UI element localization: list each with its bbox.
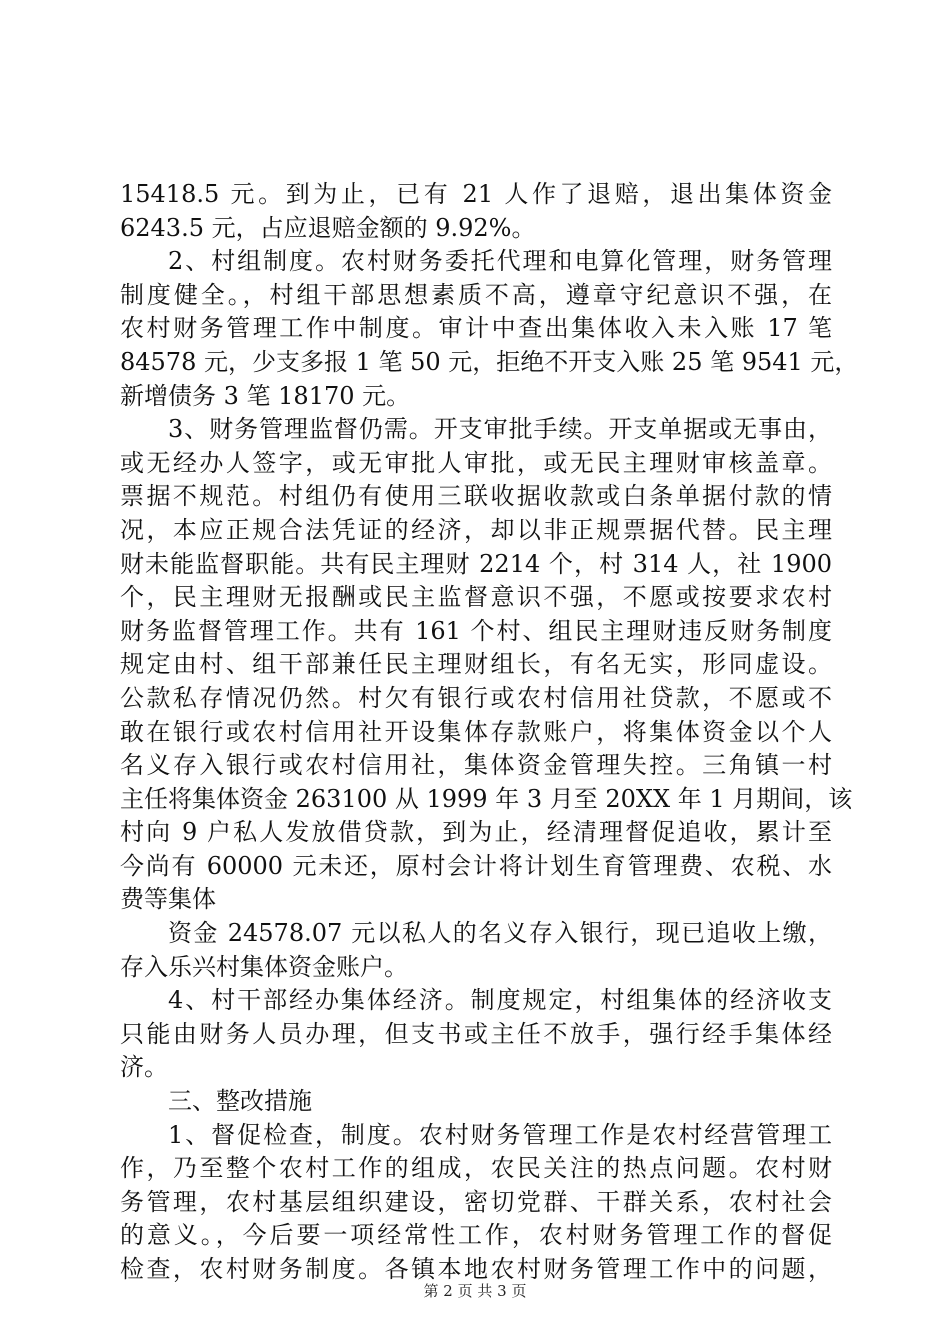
text-line: 6243.5 元，占应退赔金额的 9.92%。 [120, 213, 536, 242]
text-line: 资金 24578.07 元以私人的名义存入银行，现已追收上缴， [168, 919, 832, 948]
section-heading: 三、整改措施 [168, 1087, 312, 1116]
text-line: 制度健全。，村组干部思想素质不高，遵章守纪意识不强，在 [120, 280, 832, 309]
text-line: 的意义。，今后要一项经常性工作，农村财务管理工作的督促 [120, 1221, 832, 1250]
text-line: 名义存入银行或农村信用社，集体资金管理失控。三角镇一村 [120, 751, 832, 780]
page-number-footer: 第 2 页 共 3 页 [423, 1282, 527, 1300]
text-line: 主任将集体资金 263100 从 1999 年 3 月至 20XX 年 1 月期间，该 [120, 784, 853, 813]
body-text [120, 178, 859, 1287]
text-line: 票据不规范。村组仍有使用三联收据收款或白条单据付款的情 [120, 482, 832, 511]
text-line: 84578 元，少支多报 1 笔 50 元，拒绝不开支入账 25 笔 9541 元， [120, 347, 859, 376]
text-line: 财务监督管理工作。共有 161 个村、组民主理财违反财务制度 [120, 616, 832, 645]
text-line: 农村财务管理工作中制度。审计中查出集体收入未入账 17 笔 [120, 314, 832, 343]
text-line: 只能由财务人员办理，但支书或主任不放手，强行经手集体经 [120, 1019, 832, 1048]
text-line: 公款私存情况仍然。村欠有银行或农村信用社贷款，不愿或不 [120, 683, 832, 712]
text-line: 规定由村、组干部兼任民主理财组长，有名无实，形同虚设。 [120, 650, 832, 679]
text-line: 作，乃至整个农村工作的组成，农民关注的热点问题。农村财 [120, 1154, 832, 1183]
text-line: 15418.5 元。到为止，已有 21 人作了退赔，退出集体资金 [120, 180, 832, 208]
text-line: 检查，农村财务制度。各镇本地农村财务管理工作中的问题， [120, 1255, 832, 1283]
text-line: 今尚有 60000 元未还，原村会计将计划生育管理费、农税、水 [120, 851, 832, 880]
text-line: 财未能监督职能。共有民主理财 2214 个，村 314 人，社 1900 [120, 549, 832, 578]
text-line: 敢在银行或农村信用社开设集体存款账户，将集体资金以个人 [120, 717, 832, 746]
text-line: 1、督促检查，制度。农村财务管理工作是农村经营管理工 [168, 1120, 832, 1149]
text-line: 费等集体 [120, 885, 216, 914]
text-line: 4、村干部经办集体经济。制度规定，村组集体的经济收支 [168, 986, 832, 1015]
text-line: 济。 [120, 1053, 168, 1082]
text-line: 个，民主理财无报酬或民主监督意识不强，不愿或按要求农村 [120, 583, 832, 612]
text-line: 务管理，农村基层组织建设，密切党群、干群关系，农村社会 [120, 1187, 832, 1216]
text-line: 况，本应正规合法凭证的经济，却以非正规票据代替。民主理 [120, 515, 832, 544]
text-line: 新增债务 3 笔 18170 元。 [120, 381, 411, 410]
text-line: 存入乐兴村集体资金账户。 [120, 952, 408, 981]
text-line: 3、财务管理监督仍需。开支审批手续。开支单据或无事由， [168, 415, 832, 444]
text-line: 或无经办人签字，或无审批人审批，或无民主理财审核盖章。 [120, 448, 832, 477]
text-line: 村向 9 户私人发放借贷款，到为止，经清理督促追收，累计至 [120, 818, 832, 847]
text-line: 2、村组制度。农村财务委托代理和电算化管理，财务管理 [168, 247, 832, 276]
